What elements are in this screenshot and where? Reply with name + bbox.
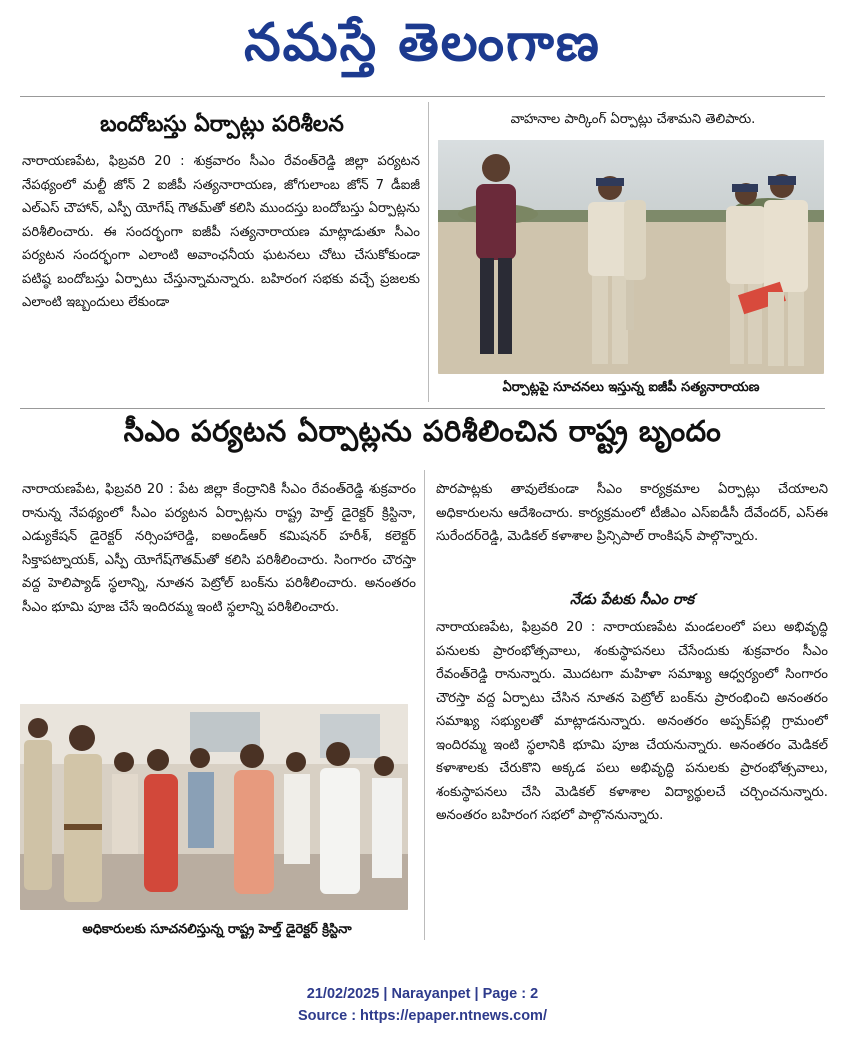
- article2-headline: సీఎం పర్యటన ఏర్పాట్లను పరిశీలించిన రాష్ట్ర బృందం: [123, 414, 722, 448]
- article1-photo-caption: ఏర్పాట్లపై సూచనలు ఇస్తున్న ఐజీపీ సత్యనారాయణ: [502, 380, 760, 395]
- masthead-rule: [20, 96, 825, 97]
- article2-body-right: పొరపాట్లకు తావులేకుండా సీఎం కార్యక్రమాల ఏర్పాట్లు చేయాలని అధికారులను ఆదేశించారు. కార్యక్రమంలో టీజీఎం ఎస్ఐడీసీ దేవేందర్, ఎస్ఈ సురేందర్‌రెడ్డి, మెడికల్ కళాశాల ప్రిన్సిపాల్ రాంకిషన్ పాల్గొన్నారు.: [436, 482, 828, 544]
- article1-photo: [438, 140, 824, 374]
- article2-body-left: నారాయణపేట, ఫిబ్రవరి 20 : పేట జిల్లా కేంద్రానికి సీఎం రేవంత్‌రెడ్డి శుక్రవారం రానున్న నేపథ్యంలో సీఎం పర్యటన ఏర్పాట్లను రాష్ట్ర హెల్త్ డైరెక్టర్ క్రిస్టినా, ఎడ్యుకేషన్ డైరెక్టర్ నర్సింహారెడ్డి, ఐఅండ్‌ఆర్ కమిషనర్ హరీశ్, కలెక్టర్ సిక్తాపట్నాయక్, ఎస్పీ యోగేష్‌గౌతమ్‌తో కలిసి పరిశీలించారు. సింగారం చౌరస్తా వద్ద హెలిప్యాడ్ స్థలాన్ని, నూతన పెట్రోల్ బంక్‌ను పరిశీలించారు. అనంతరం సీఎం భూమి పూజ చేసే ఇందిరమ్మ ఇంటి స్థలాన్ని పరిశీలించారు.: [22, 482, 416, 615]
- article3-body: నారాయణపేట, ఫిబ్రవరి 20 : నారాయణపేట మండలంలో పలు అభివృద్ధి పనులకు ప్రారంభోత్సవాలు, శంకుస్థాపనలు చేసేందుకు శుక్రవారం సీఎం రేవంత్‌రెడ్డి రానున్నారు. మొదటగా మహిళా సమాఖ్య ఆధ్వర్యంలో సింగారం చౌరస్తా వద్ద ఏర్పాటు చేసిన నూతన పెట్రోల్ బంక్‌ను ప్రారంభించి అనంతరం సమాఖ్య సభ్యులతో మాట్లాడనున్నారు. అనంతరం అప్పక్‌పల్లి గ్రామంలో ఇందిరమ్మ ఇంటి స్థలానికి భూమి పూజ చేయనున్నారు. అనంతరం మెడికల్ కళాశాలకు చేరుకొని అక్కడ పలు అభివృద్ధి పనులకు ప్రారంభోత్సవాలు, శంకుస్థాపనలు చేసి మెడికల్ కళాశాల విద్యార్థులచే చర్చించనున్నారు. అనంతరం బహిరంగ సభలో పాల్గొననున్నారు.: [436, 620, 828, 823]
- article2-photo-caption: అధికారులకు సూచనలిస్తున్న రాష్ట్ర హెల్త్ డైరెక్టర్ క్రిస్టినా: [82, 922, 352, 937]
- footer-date-page: 21/02/2025 | Narayanpet | Page : 2: [306, 986, 539, 1002]
- article1-body: నారాయణపేట, ఫిబ్రవరి 20 : శుక్రవారం సీఎం రేవంత్‌రెడ్డి జిల్లా పర్యటన నేపథ్యంలో మల్టీ జోన్ 2 ఐజీపీ సత్యనారాయణ, జోగులాంబ జోన్ 7 డీఐజీ ఎల్ఎస్ చౌహాన్, ఎస్పీ యోగేష్ గౌతమ్‌తో కలిసి ముందస్తు బందోబస్తు ఏర్పాట్లను పరిశీలించారు. ఈ సందర్భంగా ఐజీపీ సత్యనారాయణ మాట్లాడుతూ సీఎం పర్యటన సందర్భంగా ఎలాంటి అవాంఛనీయ ఘటనలు చోటు చేసుకోకుండా పటిష్ఠ బందోబస్తు ఏర్పాటు చేస్తున్నామన్నారు. బహిరంగ సభకు వచ్చే ప్రజలకు ఎలాంటి ఇబ్బందులు లేకుండా: [22, 154, 420, 310]
- footer-source: Source : https://epaper.ntnews.com/: [298, 1008, 547, 1024]
- article1-continuation: వాహనాల పార్కింగ్ ఏర్పాట్లు చేశామని తెలిపారు.: [510, 112, 756, 127]
- officials-outdoor-photo-icon: [438, 140, 824, 374]
- article1-headline: బందోబస్తు ఏర్పాట్లు పరిశీలన: [100, 112, 344, 137]
- column-divider-bottom: [424, 470, 425, 940]
- column-divider-top: [428, 102, 429, 402]
- officials-indoor-photo-icon: [20, 704, 408, 910]
- article3-subhead: నేడు పేటకు సీఎం రాక: [569, 592, 695, 608]
- article2-photo: [20, 704, 408, 910]
- section-divider: [20, 408, 825, 409]
- masthead-logo: నమస్తే తెలంగాణ: [244, 13, 601, 73]
